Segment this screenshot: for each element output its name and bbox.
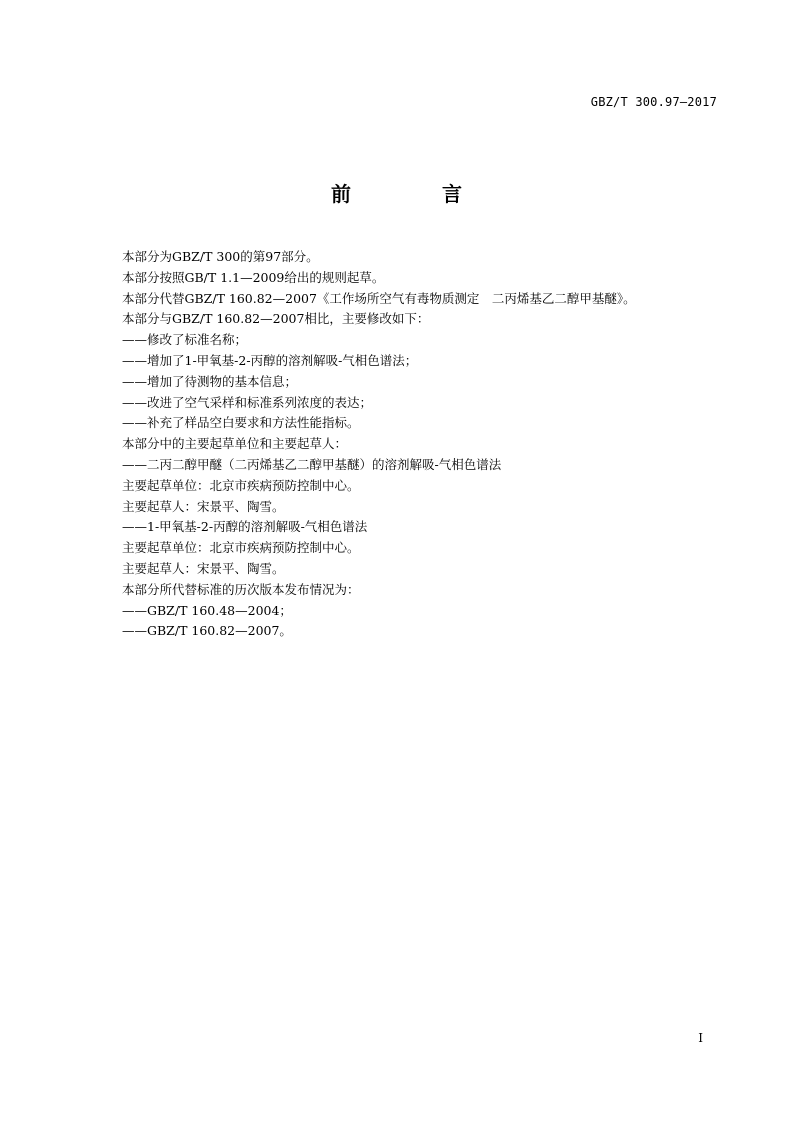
paragraph-line: 本部分所代替标准的历次版本发布情况为： — [122, 581, 360, 597]
paragraph-line: ——修改了标准名称； — [122, 332, 248, 348]
paragraph-line: ——补充了样品空白要求和方法性能指标。 — [122, 415, 360, 431]
paragraph-line: ——GBZ/T 160.82—2007。 — [122, 623, 292, 639]
paragraph-line: 主要起草人：宋景平、陶雪。 — [122, 498, 285, 514]
paragraph-line: ——GBZ/T 160.48—2004； — [122, 602, 292, 618]
foreword-body — [122, 247, 722, 642]
paragraph-line: ——增加了1-甲氧基-2-丙醇的溶剂解吸-气相色谱法； — [122, 352, 418, 368]
page-number: I — [698, 1031, 703, 1045]
page-title: 前 言 — [331, 182, 504, 206]
paragraph-line: 主要起草单位：北京市疾病预防控制中心。 — [122, 477, 360, 493]
paragraph-line: 主要起草单位：北京市疾病预防控制中心。 — [122, 540, 360, 556]
paragraph-line: 本部分中的主要起草单位和主要起草人： — [122, 436, 348, 452]
paragraph-line: 本部分为GBZ/T 300的第97部分。 — [122, 249, 319, 264]
standard-number-header: GBZ/T 300.97—2017 — [590, 95, 717, 109]
paragraph-line: 本部分与GBZ/T 160.82—2007相比，主要修改如下： — [122, 311, 430, 327]
paragraph-line: ——1-甲氧基-2-丙醇的溶剂解吸-气相色谱法 — [122, 519, 368, 535]
paragraph-line: 本部分按照GB/T 1.1—2009给出的规则起草。 — [122, 269, 385, 285]
paragraph-line: 本部分代替GBZ/T 160.82—2007《工作场所空气有毒物质测定 二丙烯基乙二醇甲基醚》。 — [122, 290, 636, 306]
paragraph-line: ——二丙二醇甲醚（二丙烯基乙二醇甲基醚）的溶剂解吸-气相色谱法 — [122, 456, 502, 472]
paragraph-line: ——改进了空气采样和标准系列浓度的表达； — [122, 394, 373, 410]
paragraph-line: ——增加了待测物的基本信息； — [122, 373, 298, 389]
paragraph-line: 主要起草人：宋景平、陶雪。 — [122, 560, 285, 576]
